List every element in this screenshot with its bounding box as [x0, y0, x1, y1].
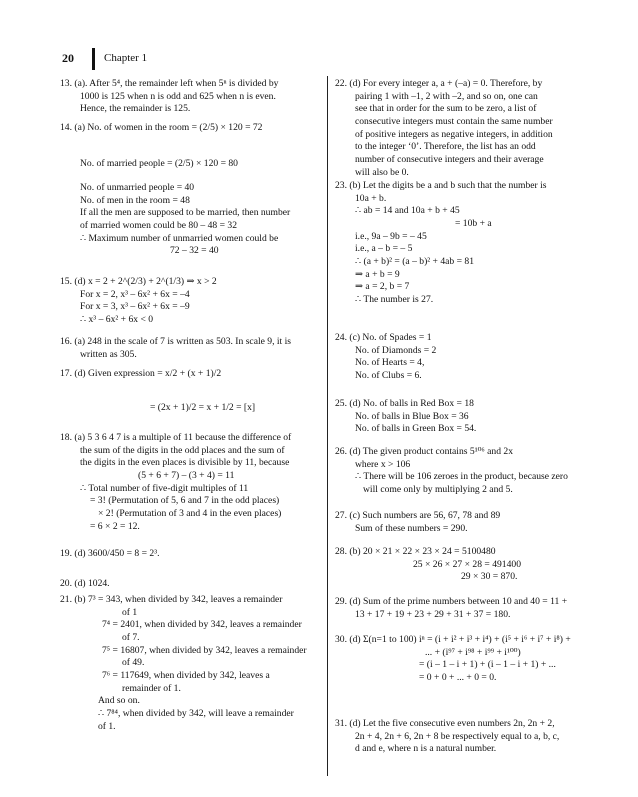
text-line: 2n + 4, 2n + 6, 2n + 8 be respectively equal to a, b, c,: [355, 730, 560, 742]
text-line: If all the men are supposed to be married, then number: [80, 207, 291, 219]
text-line: 20. (d) 1024.: [60, 578, 110, 589]
text-line: 21. (b) 7³ = 343, when divided by 342, leaves a remainder: [60, 594, 283, 605]
text-line: No. of balls in Green Box = 54.: [355, 423, 477, 435]
text-line: 10a + b.: [355, 192, 387, 204]
answer-block: [60, 276, 318, 327]
text-line: 7⁵ = 16807, when divided by 342, leaves a remainder: [102, 644, 307, 656]
text-line: 25 × 26 × 27 × 28 = 491400: [413, 558, 521, 570]
text-line: And so on.: [98, 695, 140, 707]
text-line: = 3! (Permutation of 5, 6 and 7 in the odd places): [90, 495, 280, 507]
answer-block: [335, 510, 595, 535]
text-line: No. of Diamonds = 2: [355, 344, 437, 356]
text-line: of 7.: [122, 631, 140, 643]
text-line: ∴ Total number of five-digit multiples of 11: [80, 482, 249, 494]
text-line: written as 305.: [80, 348, 137, 360]
text-line: see that in order for the sum to be zero, a list of: [355, 103, 537, 115]
text-line: of 49.: [122, 657, 145, 669]
text-line: ∴ x³ – 6x² + 6x < 0: [80, 313, 154, 325]
answer-block: [335, 546, 595, 584]
text-line: 29 × 30 = 870.: [461, 571, 518, 583]
answer-block: [335, 78, 595, 179]
text-line: ∴ Maximum number of unmarried women could be: [80, 232, 279, 244]
text-line: number of consecutive integers and their average: [355, 153, 544, 165]
text-line: i.e., a – b = – 5: [355, 243, 413, 255]
answer-block: [335, 718, 595, 756]
page-header: [62, 48, 582, 70]
text-line: ... + (i⁹⁷ + i⁹⁸ + i⁹⁹ + i¹⁰⁰): [425, 646, 521, 658]
text-line: 1000 is 125 when n is odd and 625 when n is even.: [80, 90, 276, 102]
text-line: consecutive integers must contain the same number: [355, 115, 553, 127]
answer-block: [335, 332, 595, 383]
answer-block: [60, 368, 318, 381]
answer-block: [60, 158, 318, 171]
text-line: to the integer ‘0’. Therefore, the list has an odd: [355, 141, 536, 153]
header-divider: [92, 48, 95, 70]
text-line: For x = 3, x³ – 6x² + 6x = –9: [80, 301, 190, 313]
answer-block: [60, 336, 318, 361]
answer-block: [335, 398, 595, 436]
text-line: ⇒ a = 2, b = 7: [355, 281, 410, 293]
text-line: will come only by multiplying 2 and 5.: [363, 483, 513, 495]
text-line: Hence, the remainder is 125.: [80, 103, 191, 115]
text-line: 29. (d) Sum of the prime numbers between 10 and 40 = 11 +: [335, 596, 568, 607]
text-line: ∴ (a + b)² = (a – b)² + 4ab = 81: [355, 255, 475, 267]
text-line: No. of married people = (2/5) × 120 = 80: [80, 158, 238, 169]
text-line: where x > 106: [355, 458, 411, 470]
text-line: 27. (c) Such numbers are 56, 67, 78 and 89: [335, 510, 501, 521]
text-line: 16. (a) 248 in the scale of 7 is written as 503. In scale 9, it is: [60, 336, 291, 347]
text-line: For x = 2, x³ – 6x² + 6x = –4: [80, 288, 190, 300]
text-line: = 10b + a: [455, 217, 492, 229]
text-line: 31. (d) Let the five consecutive even numbers 2n, 2n + 2,: [335, 718, 555, 729]
text-line: 7⁶ = 117649, when divided by 342, leaves a: [102, 669, 270, 681]
text-line: d and e, where n is a natural number.: [355, 743, 497, 755]
text-line: = 0 + 0 + ... + 0 = 0.: [419, 671, 497, 683]
text-line: 28. (b) 20 × 21 × 22 × 23 × 24 = 5100480: [335, 546, 496, 557]
answer-block: [60, 78, 318, 116]
chapter-title: Chapter 1: [104, 52, 148, 64]
text-line: = (i – 1 – i + 1) + (i – 1 – i + 1) + ...: [419, 659, 556, 671]
page-number: 20: [62, 51, 74, 65]
text-line: will also be 0.: [355, 166, 409, 178]
text-line: 15. (d) x = 2 + 2^(2/3) + 2^(1/3) ⇒ x > 2: [60, 276, 217, 287]
text-line: 72 – 32 = 40: [170, 245, 219, 257]
text-line: 30. (d) Σ(n=1 to 100) iⁿ = (i + i² + i³ + i⁴) + (i⁵ + i⁶ + i⁷ + i⁸) +: [335, 634, 571, 645]
answer-block: [60, 182, 318, 258]
text-line: 7⁴ = 2401, when divided by 342, leaves a remainder: [102, 619, 302, 631]
text-line: 22. (d) For every integer a, a + (–a) = 0. Therefore, by: [335, 78, 543, 89]
text-line: (5 + 6 + 7) – (3 + 4) = 11: [138, 469, 235, 481]
answer-block: [335, 180, 595, 307]
text-line: of 1.: [98, 720, 116, 732]
answer-block: [335, 596, 595, 621]
text-line: No. of Hearts = 4,: [355, 357, 425, 369]
text-line: 18. (a) 5 3 6 4 7 is a multiple of 11 because the difference of: [60, 432, 292, 443]
text-line: 24. (c) No. of Spades = 1: [335, 332, 432, 343]
text-line: ∴ The number is 27.: [355, 293, 434, 305]
text-line: of married women could be 80 – 48 = 32: [80, 219, 238, 231]
answer-block: [60, 432, 318, 533]
text-line: No. of unmarried people = 40: [80, 182, 195, 193]
answer-block: [335, 634, 595, 685]
text-line: 14. (a) No. of women in the room = (2/5) × 120 = 72: [60, 122, 263, 133]
answer-block: [335, 446, 595, 497]
text-line: = 6 × 2 = 12.: [90, 520, 140, 532]
text-line: 13. (a). After 5⁴, the remainder left when 5ⁿ is divided by: [60, 78, 279, 89]
column-separator: [327, 76, 328, 776]
text-line: No. of men in the room = 48: [80, 194, 190, 206]
text-line: remainder of 1.: [122, 682, 181, 694]
text-line: 19. (d) 3600/450 = 8 = 2³.: [60, 548, 160, 559]
text-line: pairing 1 with –1, 2 with –2, and so on, one can: [355, 90, 538, 102]
text-line: = (2x + 1)/2 = x + 1/2 = [x]: [150, 402, 256, 413]
text-line: 13 + 17 + 19 + 23 + 29 + 31 + 37 = 180.: [355, 608, 511, 620]
text-line: of 1: [122, 606, 138, 618]
answer-block: [60, 122, 318, 135]
text-line: the sum of the digits in the odd places and the sum of: [80, 444, 285, 456]
text-line: 25. (d) No. of balls in Red Box = 18: [335, 398, 474, 409]
text-line: 23. (b) Let the digits be a and b such that the number is: [335, 180, 547, 191]
text-line: ∴ 7⁸⁴, when divided by 342, will leave a remainder: [98, 707, 294, 719]
text-line: the digits in the even places is divisible by 11, because: [80, 457, 290, 469]
text-line: Sum of these numbers = 290.: [355, 522, 468, 534]
text-line: 17. (d) Given expression = x/2 + (x + 1)/2: [60, 368, 222, 379]
text-line: ⇒ a + b = 9: [355, 268, 400, 280]
answer-block: [60, 402, 318, 415]
text-line: i.e., 9a – 9b = – 45: [355, 230, 427, 242]
text-line: of positive integers as negative integers, in addition: [355, 128, 553, 140]
answer-block: [60, 578, 318, 591]
text-line: 26. (d) The given product contains 5¹⁰⁶ and 2x: [335, 446, 514, 457]
answer-block: [60, 548, 318, 561]
answer-block: [60, 594, 318, 733]
text-line: No. of Clubs = 6.: [355, 369, 422, 381]
text-line: × 2! (Permutation of 3 and 4 in the even places): [98, 507, 282, 519]
text-line: No. of balls in Blue Box = 36: [355, 410, 469, 422]
text-line: ∴ There will be 106 zeroes in the product, because zero: [355, 471, 568, 483]
text-line: ∴ ab = 14 and 10a + b + 45: [355, 205, 460, 217]
